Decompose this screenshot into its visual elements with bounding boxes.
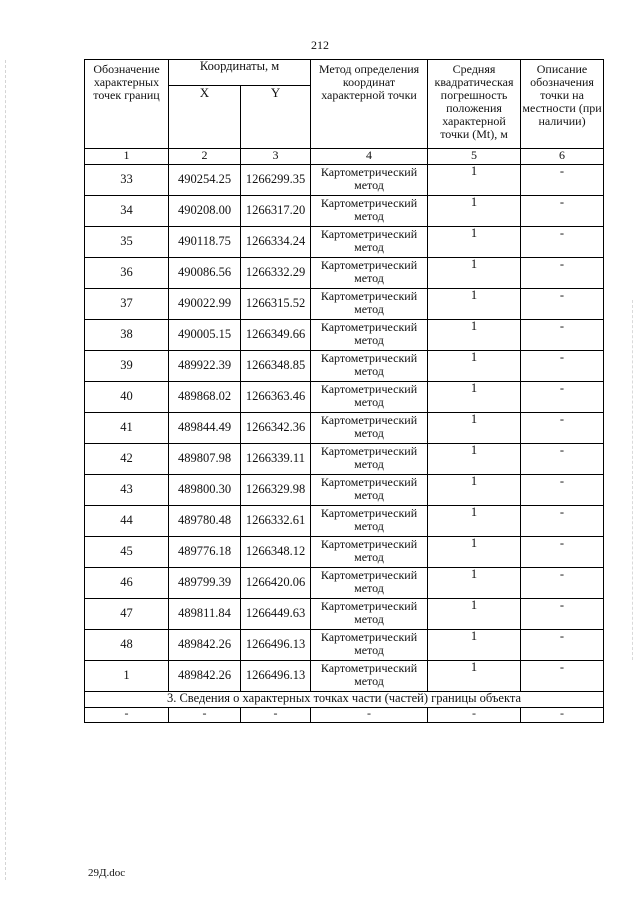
- coord-x: 489799.39: [169, 568, 241, 599]
- table-row: [85, 382, 604, 413]
- table-row: [85, 165, 604, 196]
- method: Картометрический метод: [311, 630, 428, 661]
- section3-title: 3. Сведения о характерных точках части (частей) границы объекта: [85, 692, 604, 708]
- method: Картометрический метод: [311, 444, 428, 475]
- column-number: 1: [85, 149, 169, 165]
- method: Картометрический метод: [311, 413, 428, 444]
- point-id: 47: [85, 599, 169, 630]
- coord-x: 489807.98: [169, 444, 241, 475]
- mean-square-error: 1: [428, 196, 521, 227]
- coord-x: 490254.25: [169, 165, 241, 196]
- coord-y: 1266349.66: [241, 320, 311, 351]
- table-row: [85, 599, 604, 630]
- point-description: -: [521, 320, 604, 351]
- coord-y: 1266329.98: [241, 475, 311, 506]
- header-y: Y: [241, 86, 311, 149]
- table-body: [85, 165, 604, 723]
- point-description: -: [521, 506, 604, 537]
- method: Картометрический метод: [311, 661, 428, 692]
- point-id: 38: [85, 320, 169, 351]
- method: Картометрический метод: [311, 475, 428, 506]
- coord-y: 1266299.35: [241, 165, 311, 196]
- coord-y: 1266315.52: [241, 289, 311, 320]
- empty-cell: -: [85, 708, 169, 723]
- point-description: -: [521, 413, 604, 444]
- mean-square-error: 1: [428, 599, 521, 630]
- point-description: -: [521, 537, 604, 568]
- method: Картометрический метод: [311, 165, 428, 196]
- method: Картометрический метод: [311, 599, 428, 630]
- point-description: -: [521, 568, 604, 599]
- table-row: [85, 630, 604, 661]
- table-row: [85, 568, 604, 599]
- coord-x: 489776.18: [169, 537, 241, 568]
- table-row: [85, 444, 604, 475]
- coord-x: 490005.15: [169, 320, 241, 351]
- coord-y: 1266332.29: [241, 258, 311, 289]
- coord-y: 1266363.46: [241, 382, 311, 413]
- method: Картометрический метод: [311, 289, 428, 320]
- mean-square-error: 1: [428, 661, 521, 692]
- empty-cell: -: [311, 708, 428, 723]
- table-row: [85, 351, 604, 382]
- empty-cell: -: [169, 708, 241, 723]
- coord-x: 489780.48: [169, 506, 241, 537]
- scan-edge-right: [632, 300, 633, 660]
- point-description: -: [521, 351, 604, 382]
- coord-y: 1266334.24: [241, 227, 311, 258]
- mean-square-error: 1: [428, 506, 521, 537]
- mean-square-error: 1: [428, 227, 521, 258]
- header-coordinates: Координаты, м: [169, 60, 311, 86]
- mean-square-error: 1: [428, 351, 521, 382]
- mean-square-error: 1: [428, 630, 521, 661]
- section3-empty-row: [85, 708, 604, 723]
- table-row: [85, 506, 604, 537]
- column-number: 3: [241, 149, 311, 165]
- point-description: -: [521, 661, 604, 692]
- point-id: 33: [85, 165, 169, 196]
- header-mean-square-error: Средняя квадратическая погрешность положения характерной точки (Mt), м: [428, 60, 521, 149]
- point-id: 45: [85, 537, 169, 568]
- table-row: [85, 258, 604, 289]
- coord-x: 489842.26: [169, 661, 241, 692]
- mean-square-error: 1: [428, 537, 521, 568]
- coord-y: 1266449.63: [241, 599, 311, 630]
- table-row: [85, 227, 604, 258]
- mean-square-error: 1: [428, 382, 521, 413]
- table-row: [85, 196, 604, 227]
- method: Картометрический метод: [311, 227, 428, 258]
- method: Картометрический метод: [311, 506, 428, 537]
- coord-y: 1266348.12: [241, 537, 311, 568]
- column-number: 6: [521, 149, 604, 165]
- table-row: [85, 413, 604, 444]
- point-id: 39: [85, 351, 169, 382]
- point-id: 41: [85, 413, 169, 444]
- table-row: [85, 537, 604, 568]
- point-id: 37: [85, 289, 169, 320]
- table-row: [85, 661, 604, 692]
- coord-y: 1266496.13: [241, 630, 311, 661]
- coord-y: 1266339.11: [241, 444, 311, 475]
- point-description: -: [521, 227, 604, 258]
- mean-square-error: 1: [428, 413, 521, 444]
- point-description: -: [521, 289, 604, 320]
- column-number: 4: [311, 149, 428, 165]
- coord-x: 490208.00: [169, 196, 241, 227]
- mean-square-error: 1: [428, 475, 521, 506]
- section3-heading-row: [85, 692, 604, 708]
- coord-x: 489811.84: [169, 599, 241, 630]
- method: Картометрический метод: [311, 537, 428, 568]
- point-description: -: [521, 630, 604, 661]
- header-point-designation: Обозначение характерных точек границ: [85, 60, 169, 149]
- method: Картометрический метод: [311, 568, 428, 599]
- mean-square-error: 1: [428, 444, 521, 475]
- column-number: 2: [169, 149, 241, 165]
- point-description: -: [521, 196, 604, 227]
- point-description: -: [521, 475, 604, 506]
- mean-square-error: 1: [428, 165, 521, 196]
- point-id: 42: [85, 444, 169, 475]
- point-id: 36: [85, 258, 169, 289]
- header-method: Метод определения координат характерной точки: [311, 60, 428, 149]
- mean-square-error: 1: [428, 289, 521, 320]
- point-description: -: [521, 444, 604, 475]
- empty-cell: -: [241, 708, 311, 723]
- coord-x: 490118.75: [169, 227, 241, 258]
- point-id: 48: [85, 630, 169, 661]
- coord-y: 1266317.20: [241, 196, 311, 227]
- table-row: [85, 289, 604, 320]
- point-description: -: [521, 599, 604, 630]
- column-number-row: [85, 149, 604, 165]
- point-id: 44: [85, 506, 169, 537]
- point-id: 46: [85, 568, 169, 599]
- coord-y: 1266496.13: [241, 661, 311, 692]
- point-id: 35: [85, 227, 169, 258]
- method: Картометрический метод: [311, 382, 428, 413]
- column-number: 5: [428, 149, 521, 165]
- method: Картометрический метод: [311, 320, 428, 351]
- method: Картометрический метод: [311, 351, 428, 382]
- coord-x: 489800.30: [169, 475, 241, 506]
- coord-y: 1266420.06: [241, 568, 311, 599]
- header-point-description: Описание обозначения точки на местности (при наличии): [521, 60, 604, 149]
- coord-y: 1266342.36: [241, 413, 311, 444]
- empty-cell: -: [521, 708, 604, 723]
- mean-square-error: 1: [428, 568, 521, 599]
- coord-y: 1266332.61: [241, 506, 311, 537]
- header-x: X: [169, 86, 241, 149]
- coord-x: 490086.56: [169, 258, 241, 289]
- point-description: -: [521, 258, 604, 289]
- coord-x: 489842.26: [169, 630, 241, 661]
- point-id: 1: [85, 661, 169, 692]
- point-id: 34: [85, 196, 169, 227]
- empty-cell: -: [428, 708, 521, 723]
- point-id: 43: [85, 475, 169, 506]
- mean-square-error: 1: [428, 320, 521, 351]
- coord-x: 489922.39: [169, 351, 241, 382]
- method: Картометрический метод: [311, 258, 428, 289]
- footer-filename: 29Д.doc: [88, 867, 126, 879]
- coord-x: 489868.02: [169, 382, 241, 413]
- page-number: 212: [311, 38, 329, 52]
- coord-x: 490022.99: [169, 289, 241, 320]
- point-description: -: [521, 382, 604, 413]
- point-id: 40: [85, 382, 169, 413]
- mean-square-error: 1: [428, 258, 521, 289]
- coord-x: 489844.49: [169, 413, 241, 444]
- header-row-1: [85, 60, 604, 86]
- coord-y: 1266348.85: [241, 351, 311, 382]
- boundary-points-table: [84, 59, 604, 723]
- method: Картометрический метод: [311, 196, 428, 227]
- table-row: [85, 320, 604, 351]
- table-row: [85, 475, 604, 506]
- point-description: -: [521, 165, 604, 196]
- scan-edge-left: [5, 60, 6, 880]
